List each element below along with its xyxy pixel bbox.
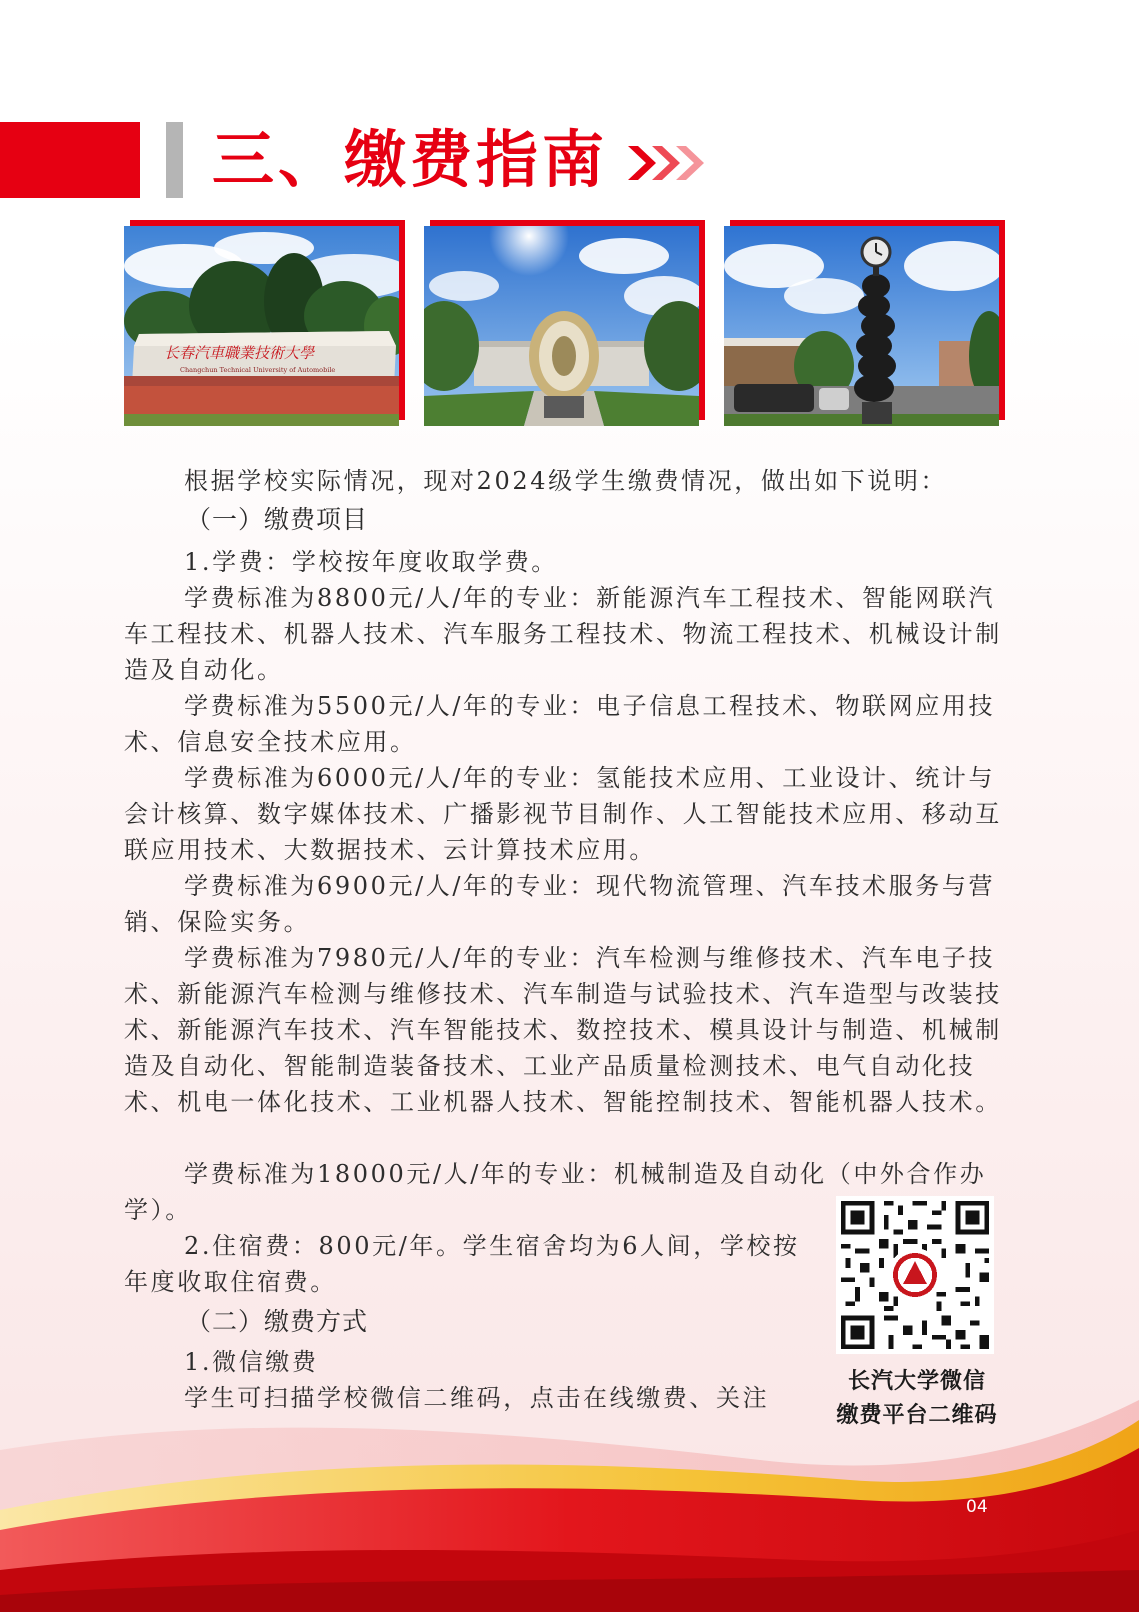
svg-text:Changchun Technical University: Changchun Technical University of Automobile: [180, 366, 336, 374]
campus-photo-sculpture: [424, 226, 699, 426]
wechat-pay-text: 学生可扫描学校微信二维码，点击在线缴费、关注: [184, 1384, 770, 1412]
fee-paragraph-5500: 学费标准为5500元/人/年的专业：电子信息工程技术、物联网应用技术、信息安全技术应用。: [124, 692, 996, 756]
tuition-title: 1.学费：学校按年度收取学费。: [184, 548, 558, 576]
section-heading-payment-methods: （二）缴费方式: [186, 1307, 369, 1336]
fee-paragraph-18000: 学费标准为18000元/人/年的专业：机械制造及自动化（中外合作办学）。: [124, 1160, 987, 1224]
fee-paragraph-8800: 学费标准为8800元/人/年的专业：新能源汽车工程技术、智能网联汽车工程技术、机器人技术、汽车服务工程技术、物流工程技术、机械设计制造及自动化。: [124, 584, 1002, 684]
campus-sculpture-photo: [424, 226, 699, 426]
campus-wheel-tower-photo: [724, 226, 999, 426]
chevron-arrows-icon: [628, 138, 728, 188]
campus-photo-stone: [124, 226, 399, 426]
campus-gate-stone-photo: [124, 226, 399, 426]
qr-caption-line2: 缴费平台二维码: [836, 1403, 998, 1428]
fee-paragraph-7980: 学费标准为7980元/人/年的专业：汽车检测与维修技术、汽车电子技术、新能源汽车检测与维修技术、汽车制造与试验技术、汽车造型与改装技术、新能源汽车技术、汽车智能技术、数控技术、模具设计与制造、机械制造及自动化、智能制造装备技术、工业产品质量检测技术、电气自动化技术、机电一体化技术、工业机器人技术、智能控制技术、智能机器人技术。: [124, 944, 1002, 1116]
campus-photo-tower: [724, 226, 999, 426]
intro-paragraph: 根据学校实际情况，现对2024级学生缴费情况，做出如下说明：: [184, 467, 948, 495]
wechat-pay-qr-code: [836, 1196, 994, 1354]
wechat-pay-title: 1.微信缴费: [184, 1348, 319, 1376]
fee-paragraph-6900: 学费标准为6900元/人/年的专业：现代物流管理、汽车技术服务与营销、保险实务。: [124, 872, 996, 936]
header-red-block: [0, 122, 140, 198]
section-heading-fee-items: （一）缴费项目: [186, 505, 369, 534]
qr-code-icon: [836, 1196, 994, 1354]
page-title: 三、缴费指南: [212, 123, 609, 196]
header-grey-bar: [166, 122, 183, 198]
dorm-fee-paragraph: 2.住宿费：800元/年。学生宿舍均为6人间，学校按年度收取住宿费。: [124, 1232, 800, 1296]
fee-paragraph-6000: 学费标准为6000元/人/年的专业：氢能技术应用、工业设计、统计与会计核算、数字媒体技术、广播影视节目制作、人工智能技术应用、移动互联应用技术、大数据技术、云计算技术应用。: [124, 764, 1002, 864]
page-number: 04: [966, 1497, 988, 1517]
svg-text:长春汽車職業技術大學: 长春汽車職業技術大學: [164, 344, 315, 362]
qr-caption-line1: 长汽大学微信: [847, 1369, 986, 1394]
